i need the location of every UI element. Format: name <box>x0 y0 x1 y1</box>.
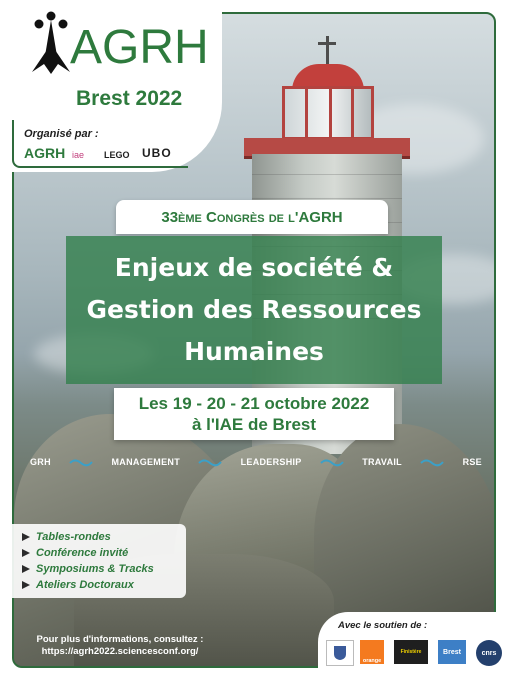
supporter-logo-orange: orange <box>360 640 384 664</box>
format-label: Tables-rondes <box>36 531 111 543</box>
wave-icon <box>198 457 222 467</box>
date-box <box>114 388 394 440</box>
partner-logo-lego: LEGO <box>104 150 130 160</box>
supporter-logo-cnrs: cnrs <box>476 640 502 666</box>
shield-icon <box>333 645 347 661</box>
formats-list <box>12 524 186 598</box>
theme-item: RSE <box>462 457 482 467</box>
wave-icon <box>69 457 93 467</box>
title-box <box>66 236 442 384</box>
themes-bar <box>30 454 482 470</box>
congress-subtitle: 33ème Congrès de l'AGRH <box>116 200 388 234</box>
arrow-icon <box>22 533 30 541</box>
supporter-logo-finistere: Finistère <box>394 640 428 664</box>
website-link[interactable]: https://agrh2022.sciencesconf.org/ <box>41 646 199 657</box>
list-item <box>22 577 186 593</box>
theme-item: MANAGEMENT <box>111 457 180 467</box>
partner-logo-iae: iae <box>72 150 85 160</box>
info-block <box>20 634 220 658</box>
ermine-icon <box>26 10 76 76</box>
list-item <box>22 529 186 545</box>
supporters-panel <box>318 612 511 681</box>
wave-icon <box>420 457 444 467</box>
agrh-logo-text: AGRH <box>70 21 209 74</box>
theme-item: GRH <box>30 457 51 467</box>
list-item <box>22 561 186 577</box>
supporter-logo-university <box>326 640 354 666</box>
title-line: Humaines <box>184 337 324 366</box>
supporters-label: Avec le soutien de : <box>338 620 428 631</box>
arrow-icon <box>22 549 30 557</box>
title-line: Enjeux de société & <box>114 253 394 282</box>
wave-icon <box>320 457 344 467</box>
organizers-label: Organisé par : <box>24 128 99 140</box>
date-line: Les 19 - 20 - 21 octobre 2022 <box>138 394 370 413</box>
list-item <box>22 545 186 561</box>
venue-line: à l'IAE de Brest <box>191 415 317 434</box>
theme-item: TRAVAIL <box>362 457 402 467</box>
partner-logo-ubo: UBO <box>142 146 172 160</box>
theme-item: LEADERSHIP <box>240 457 302 467</box>
format-label: Conférence invité <box>36 547 129 559</box>
edition-label: Brest 2022 <box>76 87 183 110</box>
title-line: Gestion des Ressources <box>86 295 422 324</box>
supporter-logo-brest: Brest <box>438 640 466 664</box>
format-label: Symposiums & Tracks <box>36 563 154 575</box>
info-text: Pour plus d'informations, consultez : <box>36 634 204 645</box>
format-label: Ateliers Doctoraux <box>36 579 134 591</box>
arrow-icon <box>22 581 30 589</box>
partner-logo-agrh: AGRH <box>24 145 66 161</box>
arrow-icon <box>22 565 30 573</box>
